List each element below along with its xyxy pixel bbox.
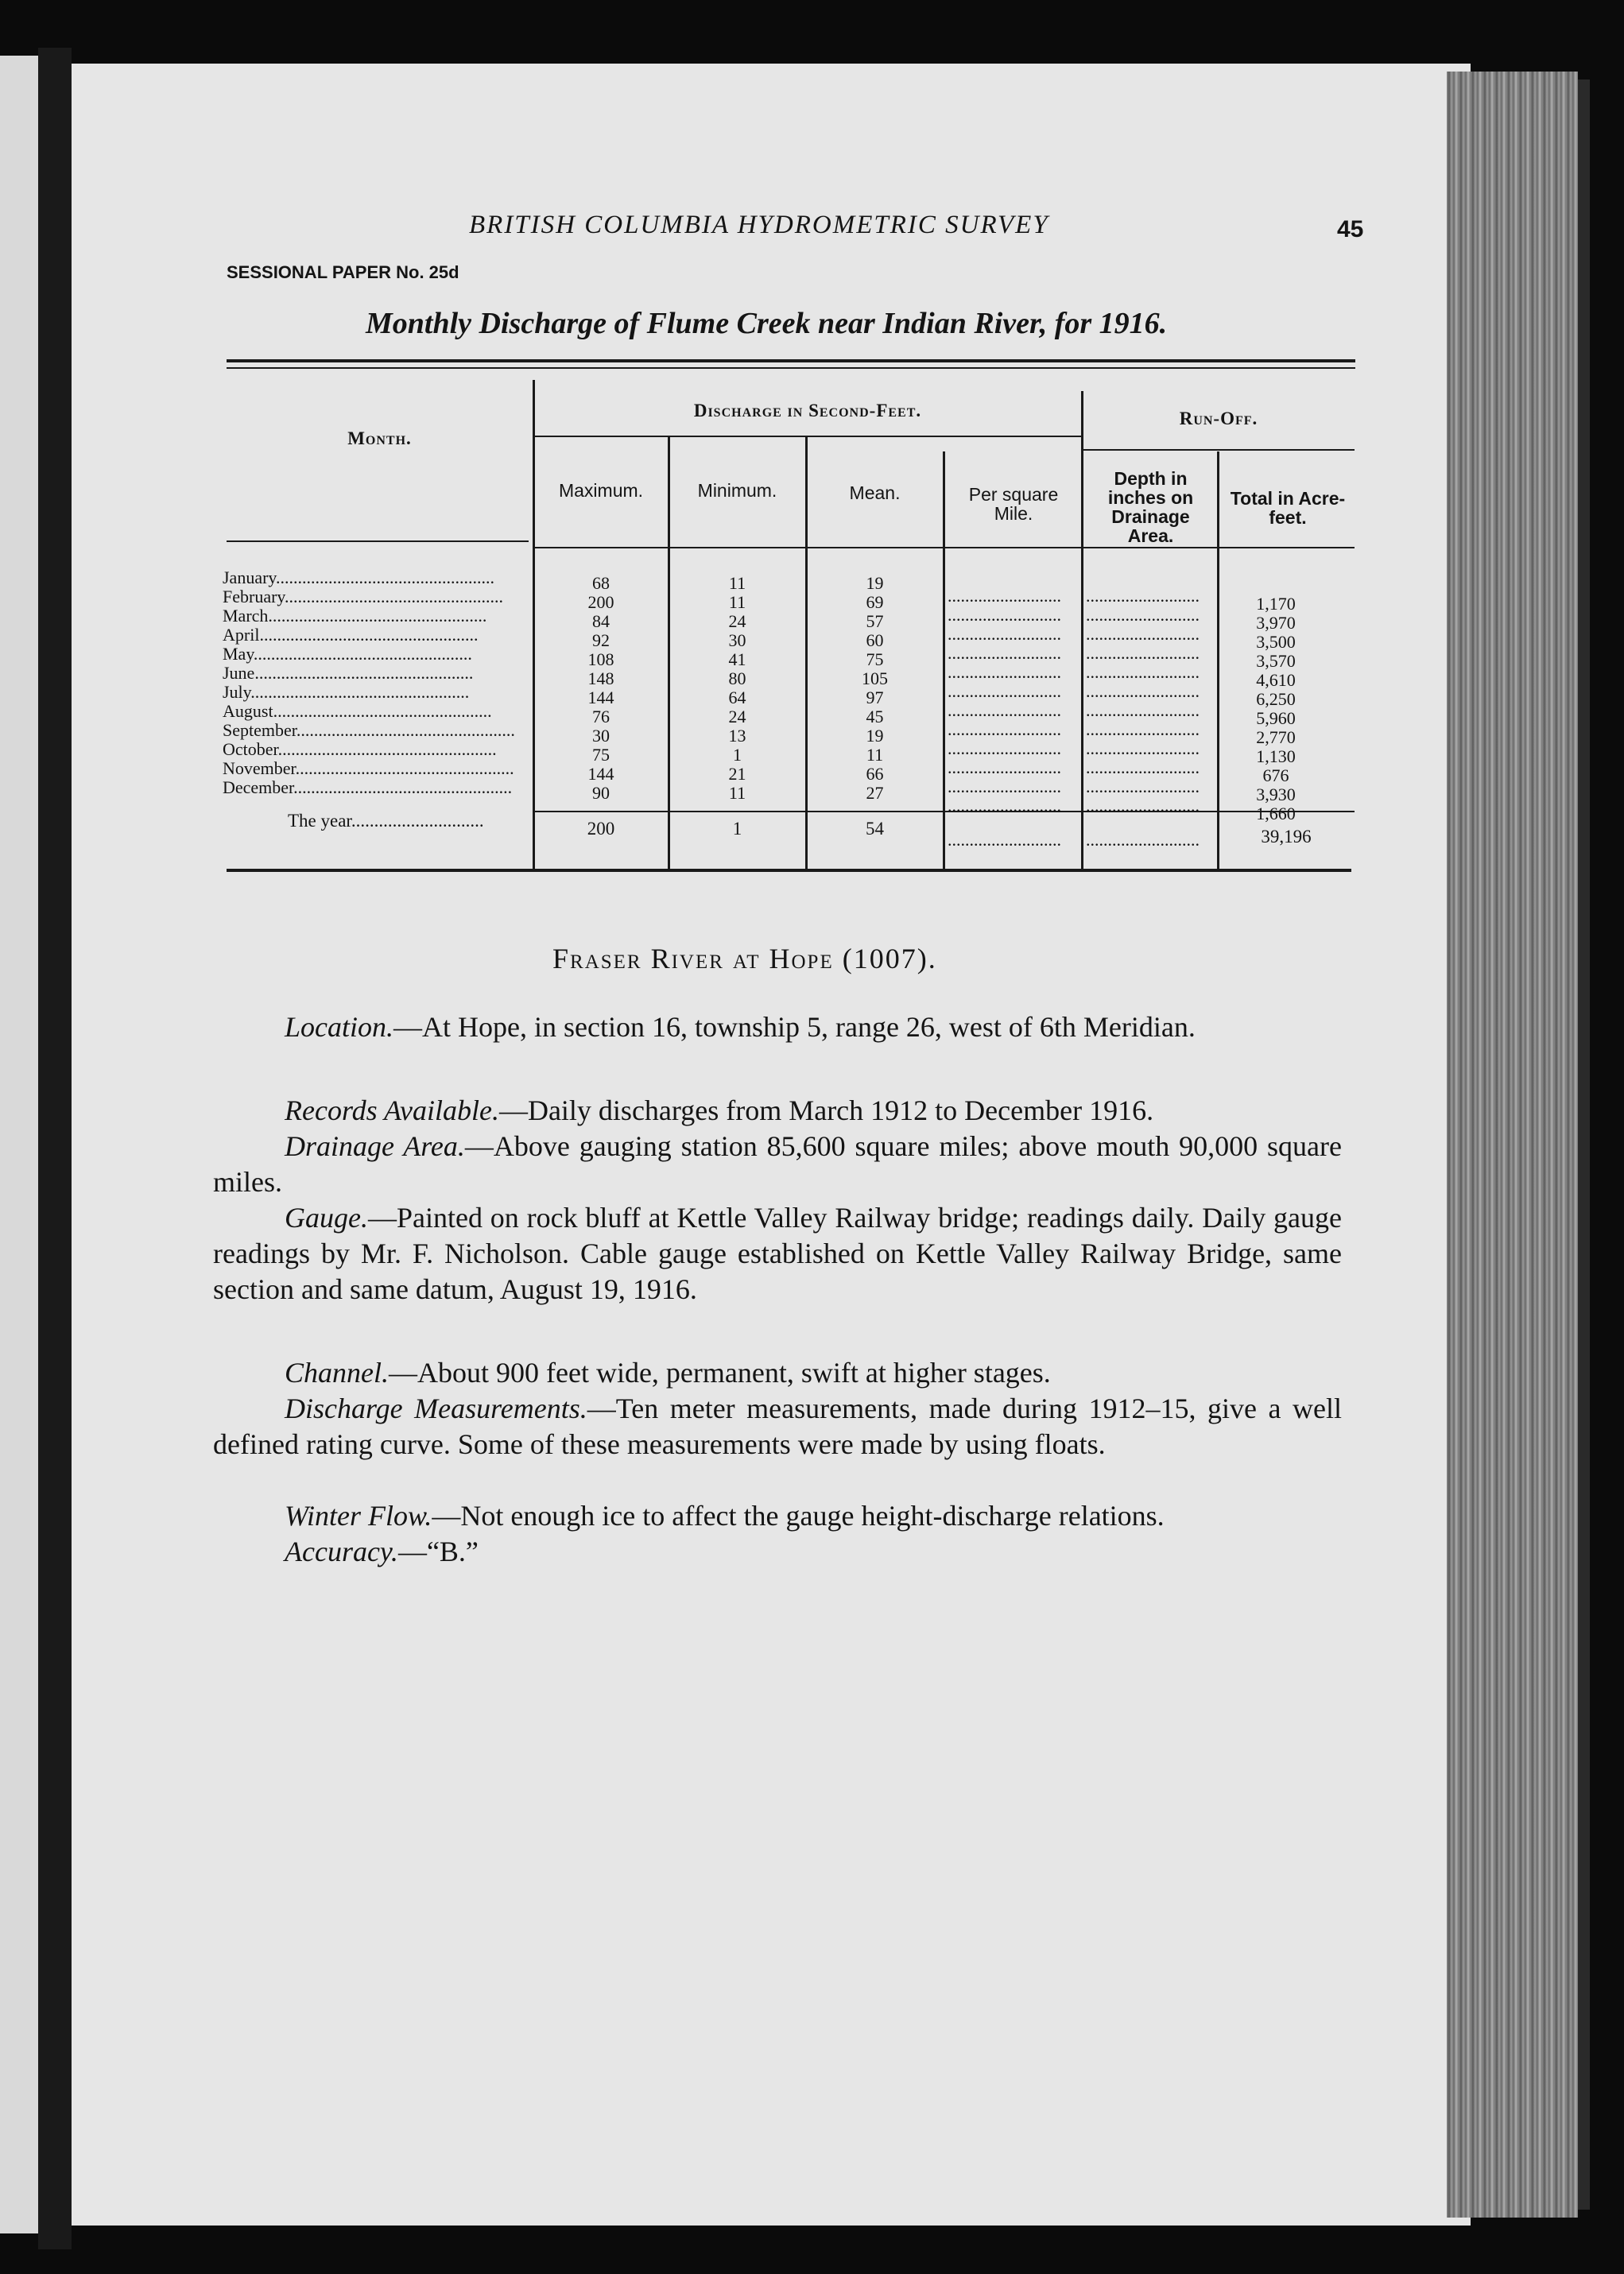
- table-cell-minimum: 13: [728, 726, 746, 746]
- depth-column: [1086, 587, 1215, 815]
- table-cell-maximum: 92: [592, 630, 610, 650]
- table-title: Monthly Discharge of Flume Creek near Indian River, for 1916.: [366, 307, 1168, 340]
- dotted-leader: ..........................: [1086, 796, 1200, 815]
- dotted-leader: ..........................: [948, 777, 1061, 796]
- table-cell-minimum: 11: [728, 592, 746, 612]
- table-cell-minimum: 11: [728, 783, 746, 803]
- header-depth: Depth in inches on Drainage Area.: [1107, 468, 1194, 546]
- month-column: [223, 568, 533, 797]
- table-cell-mean: 19: [866, 573, 884, 593]
- table-cell-minimum: 30: [728, 630, 746, 650]
- table-cell-mean: 75: [866, 649, 884, 669]
- paragraph-winter-flow: Winter Flow.—Not enough ice to affect the gauge height-discharge relations.: [285, 1500, 1165, 1532]
- header-month: Month.: [347, 428, 412, 448]
- table-cell-total: 6,250: [1256, 689, 1296, 709]
- year-maximum: 200: [587, 819, 615, 839]
- header-maximum: Maximum.: [558, 480, 644, 501]
- dotted-leader: ..........................: [1086, 624, 1200, 644]
- table-cell-mean: 69: [866, 592, 884, 612]
- table-cell-maximum: 200: [587, 592, 614, 612]
- table-bottom-rule: [227, 869, 1351, 872]
- table-cell-total: 3,570: [1256, 651, 1296, 671]
- table-cell-total: 1,660: [1256, 804, 1296, 823]
- year-mean: 54: [866, 819, 884, 839]
- table-cell-months: June..................................................: [223, 664, 474, 683]
- header-runoff-group: Run-Off.: [1179, 409, 1258, 428]
- year-total: 39,196: [1261, 827, 1312, 846]
- dotted-leader: ..........................: [948, 605, 1061, 625]
- dotted-leader: ..........................: [948, 643, 1061, 663]
- table-cell-maximum: 84: [592, 611, 610, 631]
- table-cell-total: 3,500: [1256, 632, 1296, 652]
- table-cell-months: August..................................................: [223, 702, 492, 721]
- total-column: [1216, 595, 1335, 823]
- table-cell-minimum: 24: [728, 707, 746, 726]
- table-cell-mean: 97: [866, 688, 884, 707]
- table-cell-maximum: 76: [592, 707, 610, 726]
- table-cell-maximum: 75: [592, 745, 610, 765]
- table-cell-total: 1,130: [1256, 746, 1296, 766]
- maximum-column: [534, 574, 668, 803]
- table-cell-months: December..................................................: [223, 778, 513, 797]
- paragraph-records: Records Available.—Daily discharges from March 1912 to December 1916.: [285, 1094, 1154, 1126]
- dotted-leader: ..........................: [948, 700, 1061, 720]
- minimum-column: [669, 574, 805, 803]
- table-cell-months: April..................................................: [223, 626, 479, 645]
- table-cell-mean: 11: [866, 745, 884, 765]
- table-cell-months: January..................................................: [223, 568, 494, 587]
- facing-page-edge: [0, 56, 38, 2233]
- table-cell-total: 676: [1262, 765, 1289, 785]
- table-cell-maximum: 148: [587, 668, 614, 688]
- running-header: BRITISH COLUMBIA HYDROMETRIC SURVEY: [469, 211, 1049, 239]
- sessional-paper-label: SESSIONAL PAPER No. 25d: [227, 262, 459, 282]
- dotted-leader: ..........................: [948, 719, 1061, 739]
- discharge-group-rule: [534, 436, 1081, 437]
- table-cell-months: February..................................................: [223, 587, 503, 606]
- table-cell-total: 3,930: [1256, 784, 1296, 804]
- dotted-leader: ..........................: [948, 738, 1061, 758]
- paragraph-discharge-measurements: Discharge Measurements.—Ten meter measurements, made during 1912–15, give a well defined rating curve. Some of these measurements were made by using floats.: [213, 1393, 1342, 1460]
- header-mean: Mean.: [849, 482, 901, 503]
- section-title: Fraser River at Hope (1007).: [552, 943, 937, 974]
- runoff-group-rule: [1083, 449, 1355, 451]
- year-row-label: The year.............................: [288, 811, 484, 831]
- header-bottom-rule-month: [227, 540, 529, 542]
- table-cell-minimum: 21: [728, 764, 746, 784]
- paragraph-accuracy: Accuracy.—“B.”: [285, 1536, 479, 1567]
- table-cell-maximum: 144: [587, 764, 614, 784]
- header-minimum: Minimum.: [697, 480, 777, 501]
- table-cell-minimum: 64: [728, 688, 746, 707]
- col-divider-4: [943, 451, 945, 870]
- table-top-rule: [227, 359, 1355, 362]
- table-cell-mean: 60: [866, 630, 884, 650]
- dotted-leader: ..........................: [1086, 700, 1200, 720]
- table-cell-minimum: 80: [728, 668, 746, 688]
- dotted-leader: ..........................: [1086, 643, 1200, 663]
- table-cell-maximum: 108: [587, 649, 614, 669]
- dotted-leader: ..........................: [1086, 587, 1200, 606]
- dotted-leader: ..........................: [1086, 662, 1200, 682]
- dotted-leader: ..........................: [1086, 738, 1200, 758]
- table-cell-minimum: 1: [733, 745, 742, 765]
- table-cell-mean: 27: [866, 783, 884, 803]
- table-cell-months: November..................................................: [223, 759, 514, 778]
- dotted-leader: ..........................: [948, 587, 1061, 606]
- table-cell-mean: 66: [866, 764, 884, 784]
- year-per-square-mile: ..........................: [948, 831, 1061, 850]
- dotted-leader: ..........................: [948, 662, 1061, 682]
- dotted-leader: ..........................: [948, 757, 1061, 777]
- paragraph-drainage: Drainage Area.—Above gauging station 85,600 square miles; above mouth 90,000 square miles.: [213, 1130, 1342, 1198]
- header-per-square-mile: Per square Mile.: [968, 484, 1059, 524]
- table-cell-total: 5,960: [1256, 708, 1296, 728]
- table-cell-maximum: 144: [587, 688, 614, 707]
- year-minimum: 1: [732, 819, 742, 839]
- book-spine: [38, 48, 72, 2249]
- table-cell-minimum: 41: [728, 649, 746, 669]
- page-number: 45: [1337, 216, 1364, 242]
- table-cell-months: July..................................................: [223, 683, 470, 702]
- table-cell-total: 1,170: [1256, 594, 1296, 614]
- header-discharge-group: Discharge in Second-Feet.: [693, 401, 922, 420]
- dotted-leader: ..........................: [948, 624, 1061, 644]
- page-edge-dark: [1578, 79, 1590, 2210]
- dotted-leader: ..........................: [1086, 719, 1200, 739]
- dotted-leader: ..........................: [948, 681, 1061, 701]
- col-divider-5: [1081, 391, 1083, 870]
- table-cell-maximum: 30: [592, 726, 610, 746]
- table-cell-mean: 45: [866, 707, 884, 726]
- table-cell-mean: 19: [866, 726, 884, 746]
- table-cell-total: 4,610: [1256, 670, 1296, 690]
- table-cell-total: 3,970: [1256, 613, 1296, 633]
- dotted-leader: ..........................: [1086, 681, 1200, 701]
- table-cell-total: 2,770: [1256, 727, 1296, 747]
- table-cell-months: September..................................................: [223, 721, 515, 740]
- paragraph-location: Location.—At Hope, in section 16, township 5, range 26, west of 6th Meridian.: [285, 1011, 1196, 1043]
- mean-column: [807, 574, 943, 803]
- page-edge-shadow: [1447, 72, 1578, 2218]
- table-cell-months: March..................................................: [223, 606, 487, 626]
- table-cell-mean: 57: [866, 611, 884, 631]
- dotted-leader: ..........................: [1086, 777, 1200, 796]
- table-cell-months: May..................................................: [223, 645, 472, 664]
- header-total: Total in Acre-feet.: [1230, 488, 1346, 528]
- table-cell-months: October..................................................: [223, 740, 497, 759]
- table-top-rule-2: [227, 367, 1355, 369]
- table-cell-minimum: 24: [728, 611, 746, 631]
- paragraph-channel: Channel.—About 900 feet wide, permanent, swift at higher stages.: [285, 1357, 1051, 1389]
- table-cell-mean: 105: [862, 668, 888, 688]
- dotted-leader: ..........................: [948, 796, 1061, 815]
- dotted-leader: ..........................: [1086, 605, 1200, 625]
- year-depth: ..........................: [1086, 831, 1200, 850]
- paragraph-gauge: Gauge.—Painted on rock bluff at Kettle Valley Railway bridge; readings daily. Daily gauge readings by Mr. F. Nicholson. Cable gauge established on Kettle Valley Railway Bridge, same section and same datum, August 19, 1916.: [213, 1202, 1342, 1305]
- table-cell-minimum: 11: [728, 573, 746, 593]
- table-cell-maximum: 68: [592, 573, 610, 593]
- per-square-mile-column: [948, 587, 1079, 815]
- table-cell-maximum: 90: [592, 783, 610, 803]
- dotted-leader: ..........................: [1086, 757, 1200, 777]
